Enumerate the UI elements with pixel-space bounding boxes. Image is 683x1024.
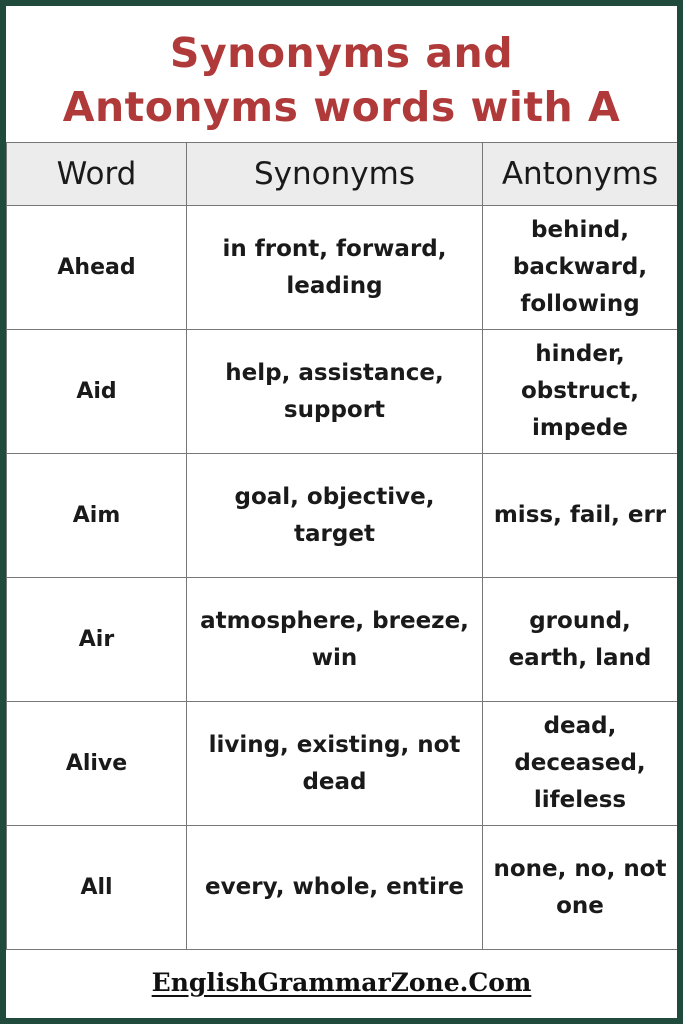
page-title <box>6 26 677 134</box>
row-antonyms: behind, backward, following <box>483 206 678 330</box>
row-antonyms: miss, fail, err <box>483 454 678 578</box>
row-word: All <box>7 826 187 950</box>
table-row <box>7 826 678 950</box>
row-word: Air <box>7 578 187 702</box>
infographic-card <box>6 6 677 1018</box>
title-line-2: Antonyms words with A <box>62 83 621 131</box>
row-synonyms: atmosphere, breeze, win <box>187 578 483 702</box>
header-synonyms: Synonyms <box>187 143 483 206</box>
table-row <box>7 206 678 330</box>
table-row <box>7 330 678 454</box>
row-word: Aid <box>7 330 187 454</box>
title-line-1: Synonyms and <box>169 29 514 77</box>
row-word: Aim <box>7 454 187 578</box>
row-synonyms: every, whole, entire <box>187 826 483 950</box>
footer <box>6 968 677 997</box>
row-antonyms: none, no, not one <box>483 826 678 950</box>
header-word: Word <box>7 143 187 206</box>
row-synonyms: in front, forward, leading <box>187 206 483 330</box>
table-row <box>7 578 678 702</box>
table-header-row <box>7 143 678 206</box>
table-row <box>7 454 678 578</box>
synonyms-antonyms-table <box>6 142 677 950</box>
row-antonyms: hinder, obstruct, impede <box>483 330 678 454</box>
row-antonyms: ground, earth, land <box>483 578 678 702</box>
header-antonyms: Antonyms <box>483 143 678 206</box>
row-synonyms: help, assistance, support <box>187 330 483 454</box>
row-antonyms: dead, deceased, lifeless <box>483 702 678 826</box>
row-word: Alive <box>7 702 187 826</box>
row-word: Ahead <box>7 206 187 330</box>
site-link[interactable]: EnglishGrammarZone.Com <box>151 968 532 997</box>
row-synonyms: goal, objective, target <box>187 454 483 578</box>
row-synonyms: living, existing, not dead <box>187 702 483 826</box>
table-row <box>7 702 678 826</box>
